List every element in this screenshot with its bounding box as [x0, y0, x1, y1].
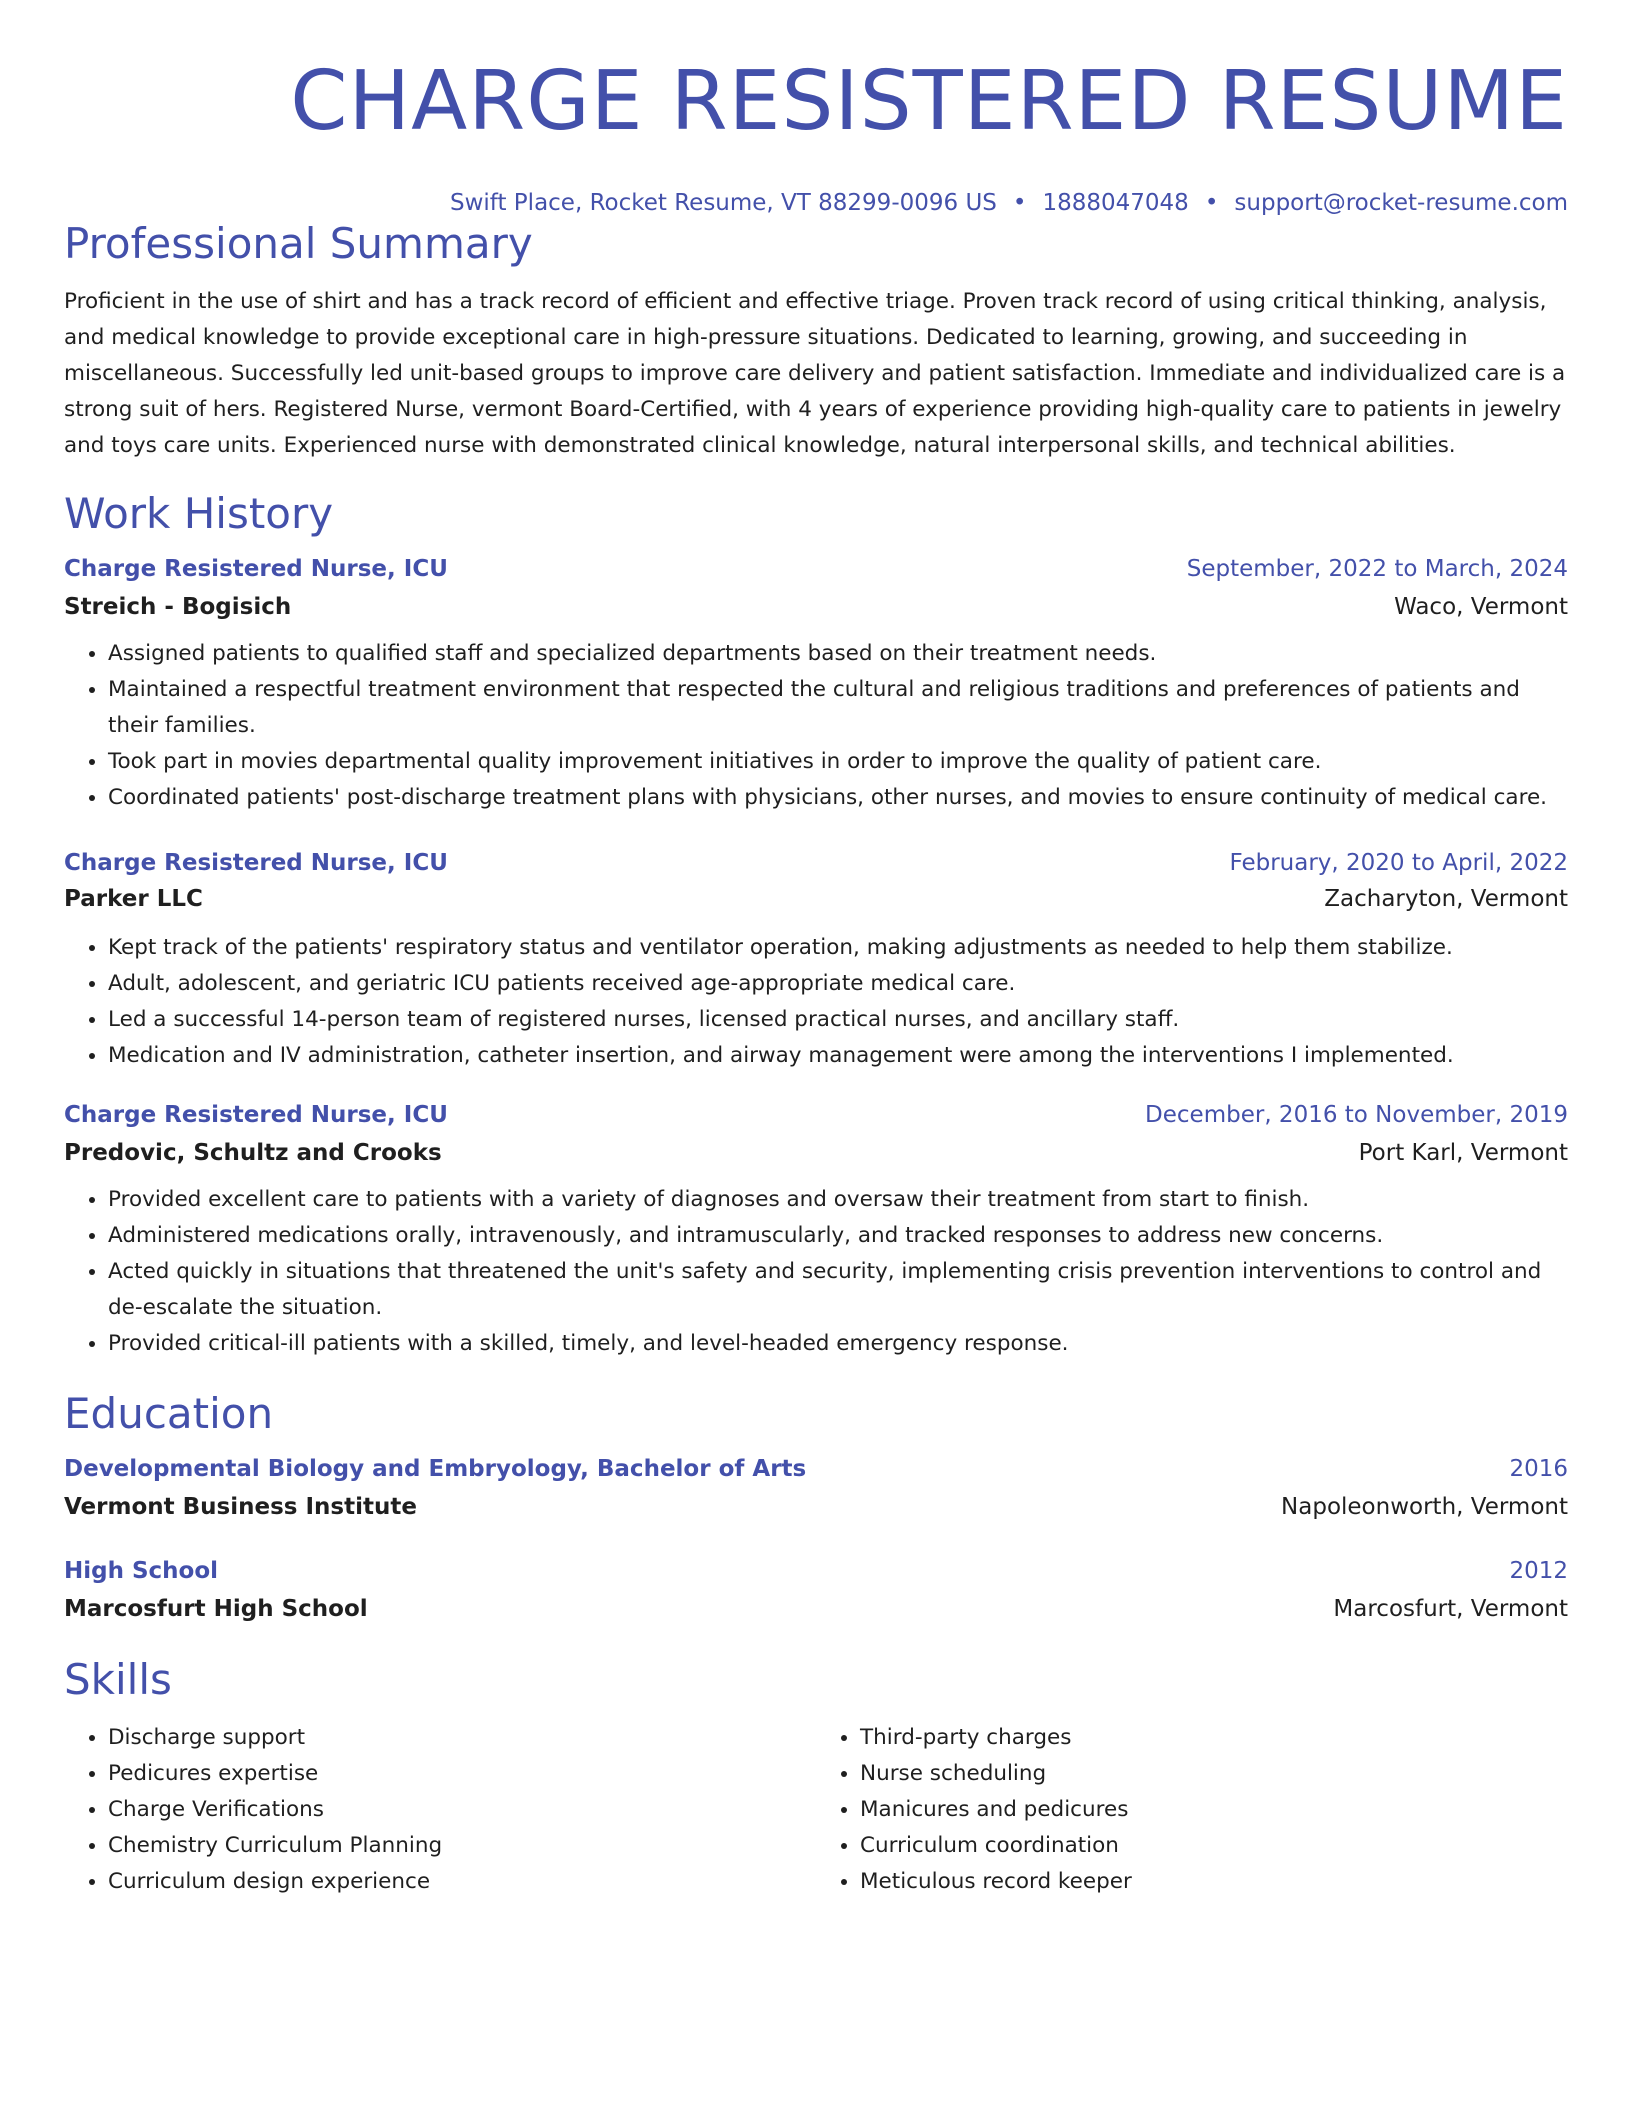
job-dates: December, 2016 to November, 2019	[1145, 1102, 1568, 1128]
list-item: • Maintained a respectful treatment environment that respected the cultural and religious traditions and preferences of patients and their families.	[108, 672, 1568, 744]
list-item: • Took part in movies departmental quality improvement initiatives in order to improve the quality of patient care.	[108, 744, 1568, 780]
section-title-summary: Professional Summary	[64, 219, 533, 268]
email-link[interactable]: support@rocket-resume.com	[1234, 190, 1568, 216]
job-role: Charge Resistered Nurse, ICU	[64, 1102, 448, 1128]
education-location: Marcosfurt, Vermont	[1333, 1596, 1568, 1622]
education-degree: Developmental Biology and Embryology, Bachelor of Arts	[64, 1456, 807, 1482]
job-employer: Streich - Bogisich	[64, 594, 292, 620]
job-employer: Parker LLC	[64, 886, 203, 912]
job-entry	[64, 848, 1568, 1074]
education-school: Marcosfurt High School	[64, 1596, 368, 1622]
skill-item: • Chemistry Curriculum Planning	[108, 1828, 816, 1864]
job-role: Charge Resistered Nurse, ICU	[64, 850, 448, 876]
job-role: Charge Resistered Nurse, ICU	[64, 556, 448, 582]
job-location: Waco, Vermont	[1394, 594, 1568, 620]
list-item: • Coordinated patients' post-discharge treatment plans with physicians, other nurses, and movies to ensure continuity of medical care.	[108, 780, 1568, 816]
skill-item: • Curriculum coordination	[860, 1828, 1568, 1864]
job-bullets	[64, 636, 1568, 816]
skills-list-left	[64, 1720, 816, 1900]
job-dates: February, 2020 to April, 2022	[1229, 850, 1568, 876]
job-location: Port Karl, Vermont	[1358, 1140, 1568, 1166]
skill-item: • Nurse scheduling	[860, 1756, 1568, 1792]
education-location: Napoleonworth, Vermont	[1281, 1494, 1568, 1520]
job-bullets	[64, 930, 1568, 1074]
separator-dot: •	[1012, 190, 1027, 216]
list-item: • Kept track of the patients' respiratory status and ventilator operation, making adjustments as needed to help them stabilize.	[108, 930, 1568, 966]
contact-line	[64, 188, 1568, 218]
section-title-work-history: Work History	[64, 489, 334, 538]
skill-item: • Meticulous record keeper	[860, 1864, 1568, 1900]
candidate-name: CHARGE RESISTERED RESUME	[290, 54, 1568, 149]
education-year: 2012	[1509, 1558, 1568, 1584]
skill-item: • Manicures and pedicures	[860, 1792, 1568, 1828]
list-item: • Led a successful 14-person team of registered nurses, licensed practical nurses, and ancillary staff.	[108, 1002, 1568, 1038]
list-item: • Assigned patients to qualified staff and specialized departments based on their treatment needs.	[108, 636, 1568, 672]
summary-text: Proficient in the use of shirt and has a track record of efficient and effective triage. Proven track record of using critical thinking, analysis, and medical knowledge to provide exceptional care in high-pressure situations. Dedicated to learning, growing, and succeeding in miscellaneous. Successfully led unit-based groups to improve care delivery and patient satisfaction. Immediate and individualized care is a strong suit of hers. Registered Nurse, vermont Board-Certified, with 4 years of experience providing high-quality care to patients in jewelry and toys care units. Experienced nurse with demonstrated clinical knowledge, natural interpersonal skills, and technical abilities.	[64, 289, 1566, 458]
education-degree: High School	[64, 1558, 219, 1584]
education-entry	[64, 1556, 1568, 1624]
job-bullets	[64, 1182, 1568, 1362]
education-entry	[64, 1454, 1568, 1522]
job-employer: Predovic, Schultz and Crooks	[64, 1140, 442, 1166]
list-item: • Administered medications orally, intravenously, and intramuscularly, and tracked responses to address new concerns.	[108, 1218, 1568, 1254]
address: Swift Place, Rocket Resume, VT 88299-0096 US	[449, 190, 997, 216]
skill-item: • Discharge support	[108, 1720, 816, 1756]
education-year: 2016	[1509, 1456, 1568, 1482]
separator-dot: •	[1204, 190, 1219, 216]
education-school: Vermont Business Institute	[64, 1494, 417, 1520]
list-item: • Medication and IV administration, catheter insertion, and airway management were among the interventions I implemented.	[108, 1038, 1568, 1074]
resume-header	[64, 0, 1568, 218]
skills-list-right	[816, 1720, 1568, 1900]
section-title-education: Education	[64, 1389, 274, 1438]
skill-item: • Pedicures expertise	[108, 1756, 816, 1792]
section-title-skills: Skills	[64, 1655, 172, 1704]
job-entry	[64, 554, 1568, 816]
list-item: • Acted quickly in situations that threatened the unit's safety and security, implementing crisis prevention interventions to control and de-escalate the situation.	[108, 1254, 1568, 1326]
job-location: Zacharyton, Vermont	[1324, 886, 1568, 912]
job-entry	[64, 1100, 1568, 1362]
skill-item: • Charge Verifications	[108, 1792, 816, 1828]
skill-item: • Third-party charges	[860, 1720, 1568, 1756]
list-item: • Adult, adolescent, and geriatric ICU patients received age-appropriate medical care.	[108, 966, 1568, 1002]
list-item: • Provided critical-ill patients with a skilled, timely, and level-headed emergency response.	[108, 1326, 1568, 1362]
phone: 1888047048	[1042, 190, 1189, 216]
list-item: • Provided excellent care to patients with a variety of diagnoses and oversaw their treatment from start to finish.	[108, 1182, 1568, 1218]
skill-item: • Curriculum design experience	[108, 1864, 816, 1900]
skills-columns	[64, 1720, 1568, 1900]
job-dates: September, 2022 to March, 2024	[1186, 556, 1568, 582]
